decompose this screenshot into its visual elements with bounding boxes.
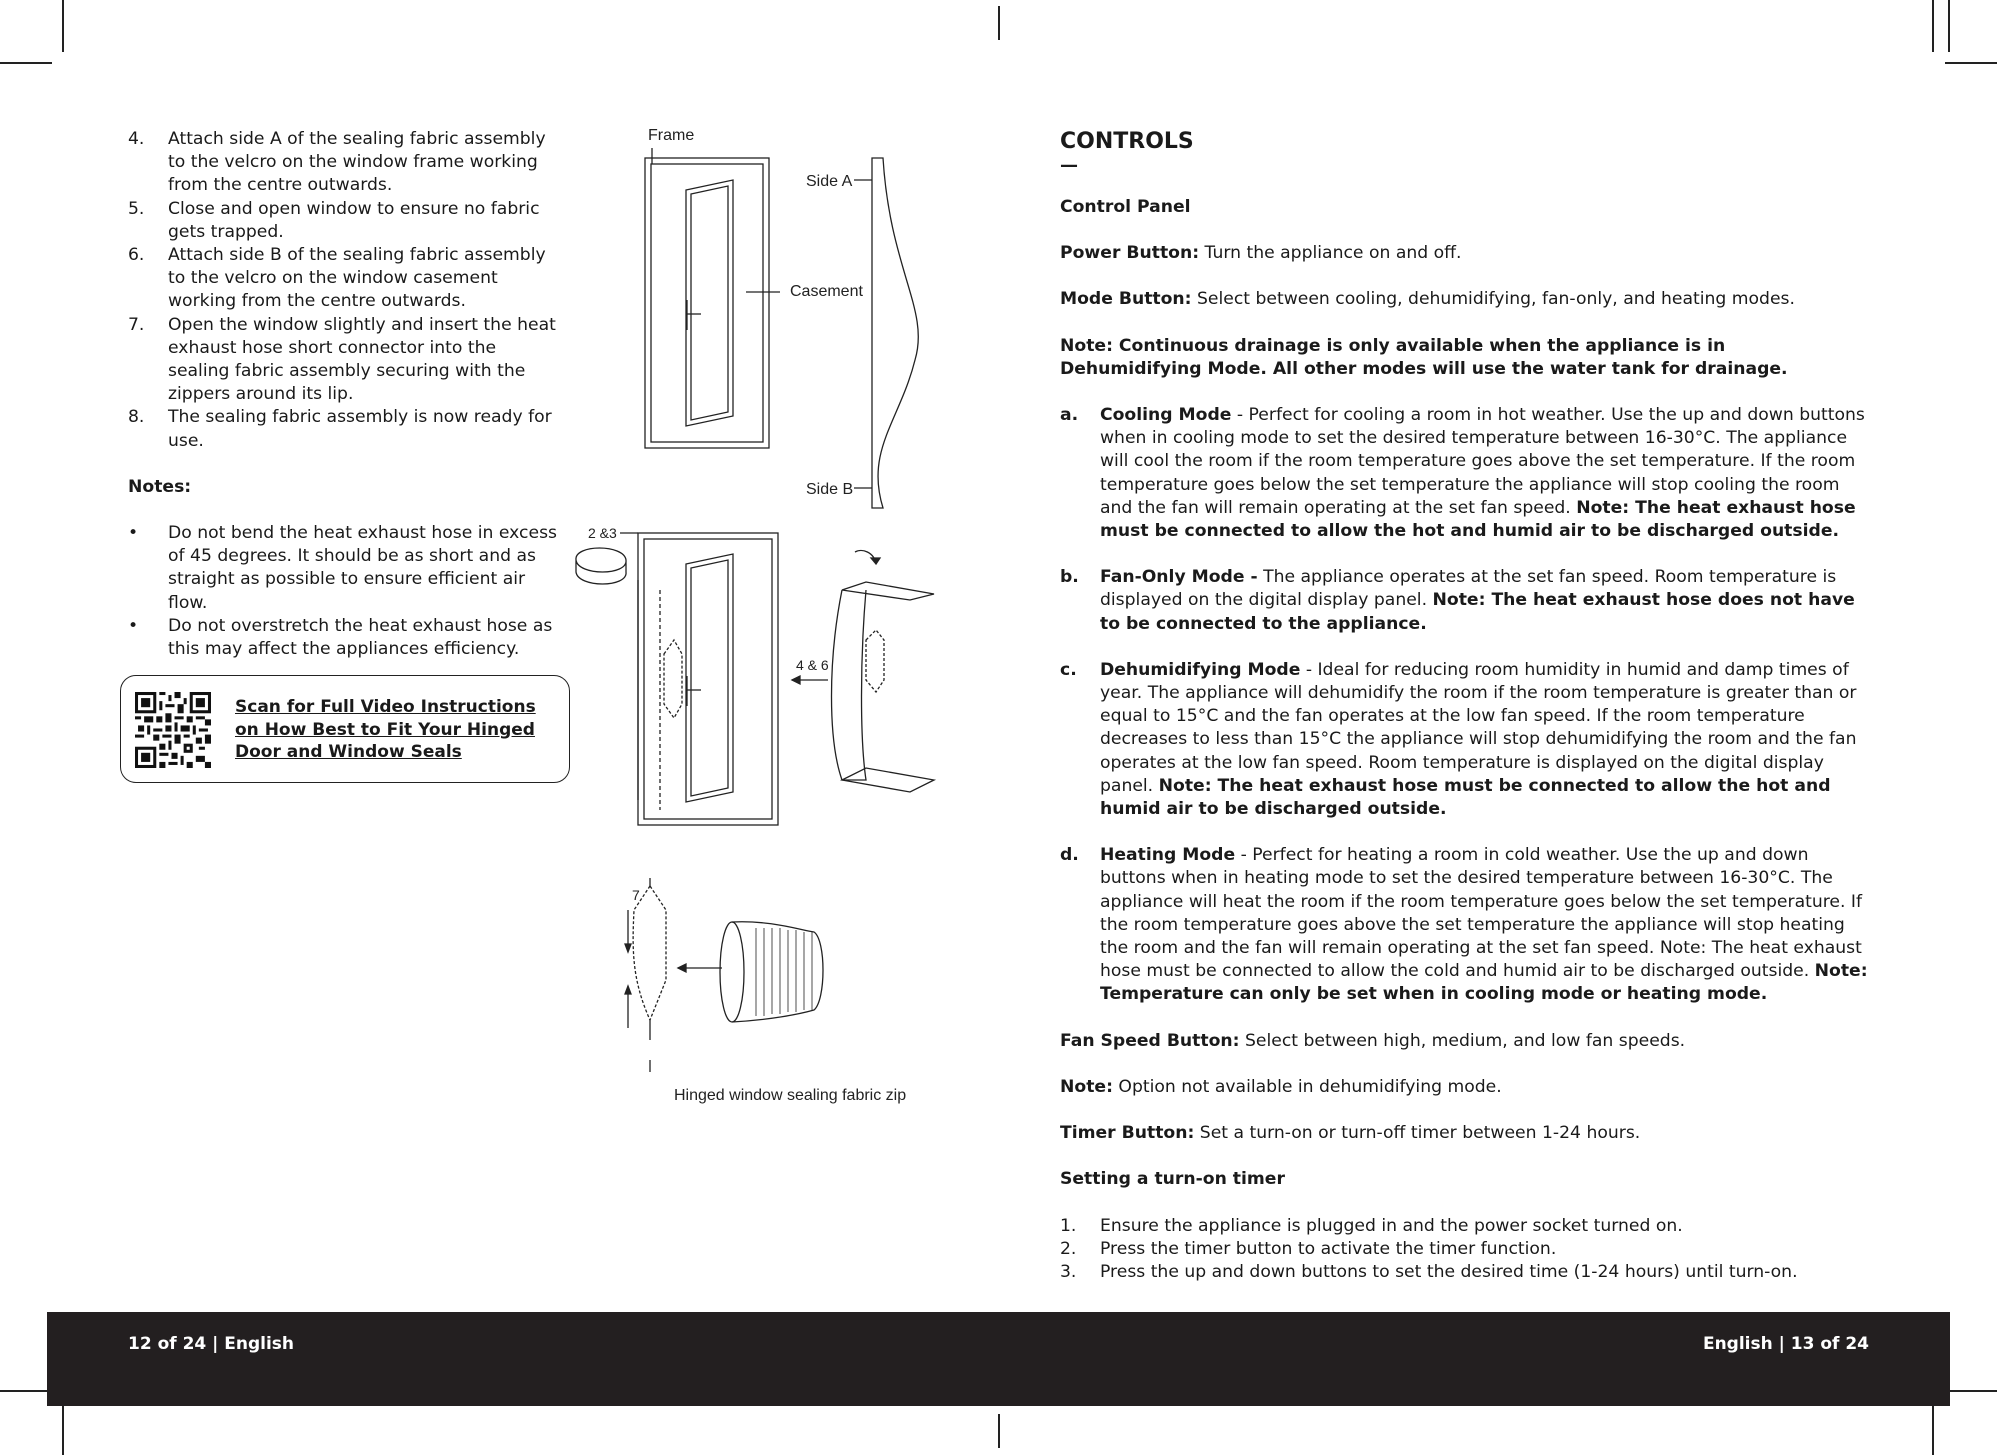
list-item: 7. Open the window slightly and insert the heat exhaust hose short connector into the sealing fabric assembly securing with the zippers around its lip. (128, 314, 556, 405)
list-item: d. Heating Mode - Perfect for heating a room in cold weather. Use the up and down buttons when in heating mode to set the desired temperature between 16-30°C. The appliance will heat the room if the room temperature goes below the set temperature. If the room temperature goes above the set temperature the appliance will stop heating the room and the fan will remain operating at the set fan speed. Note: The heat exhaust hose must be connected to allow the cold and humid air to be discharged outside. Note: Temperature can only be set when in cooling mode or heating mode. (1060, 845, 1868, 1005)
notes-heading: Notes: (128, 476, 192, 497)
crop-mark (998, 1414, 1000, 1448)
crop-mark (1932, 1402, 1934, 1455)
list-item: 5. Close and open window to ensure no fabric gets trapped. (128, 198, 540, 242)
controls-heading: CONTROLS (1060, 129, 1194, 154)
modes-list (1060, 404, 1870, 1007)
fabric-panel (842, 582, 934, 600)
turn-on-timer-title: Setting a turn-on timer (1060, 1169, 1285, 1190)
label-side-a: Side A (806, 173, 853, 190)
window-frame-outline (645, 158, 769, 448)
label-side-b: Side B (806, 481, 854, 498)
list-item: 8. The sealing fabric assembly is now ready for use. (128, 407, 552, 451)
sealing-fabric-side (872, 158, 918, 508)
control-panel-title: Control Panel (1060, 197, 1191, 217)
diagram-caption: Hinged window sealing fabric zip (674, 1087, 907, 1104)
list-item: 4. Attach side A of the sealing fabric assembly to the velcro on the window frame working from the centre outwards. (128, 129, 546, 196)
window-seal-diagram (570, 120, 970, 1110)
label-step-2-3: 2 &3 (588, 525, 617, 541)
page-number-left: 12 of 24 | English (128, 1334, 295, 1354)
qr-callout (120, 675, 570, 783)
list-item: a. Cooling Mode - Perfect for cooling a room in hot weather. Use the up and down buttons when in cooling mode to set the desired temperature between 16-30°C. The appliance will cool the room if the room temperature goes above the set temperature. If the room temperature goes below the set temperature the appliance will stop cooling the room and the fan will remain operating at the set fan speed. Note: The heat exhaust hose must be connected to allow the hot and humid air to be discharged outside. (1060, 405, 1865, 542)
list-item: 3. Press the up and down buttons to set the desired time (1-24 hours) until turn-on. (1060, 1261, 1798, 1282)
label-step-7: 7 (632, 887, 640, 903)
list-item: b. Fan-Only Mode - The appliance operates at the set fan speed. Room temperature is displayed on the digital display panel. Note: The heat exhaust hose does not have to be connected to the appliance. (1060, 567, 1855, 634)
label-frame: Frame (648, 127, 695, 144)
list-item: 2. Press the timer button to activate the timer function. (1060, 1238, 1557, 1259)
fan-speed-button-desc: Fan Speed Button: Select between high, medium, and low fan speeds. (1060, 1030, 1686, 1051)
qr-code-icon[interactable] (135, 692, 211, 768)
casement-outline (686, 180, 733, 426)
hose-connector (633, 886, 666, 1020)
list-item: 1. Ensure the appliance is plugged in and the power socket turned on. (1060, 1215, 1683, 1236)
timer-button-desc: Timer Button: Set a turn-on or turn-off timer between 1-24 hours. (1060, 1123, 1641, 1144)
install-steps-list (128, 128, 558, 453)
power-button-desc: Power Button: Turn the appliance on and off. (1060, 243, 1462, 264)
list-item: • Do not overstretch the heat exhaust hose as this may affect the appliances efficiency. (128, 615, 553, 660)
crop-mark (62, 0, 64, 52)
fan-speed-note: Note: Option not available in dehumidifying mode. (1060, 1076, 1502, 1097)
crop-mark (0, 1390, 52, 1392)
crop-mark (1945, 62, 1997, 64)
notes-list (128, 522, 558, 661)
page-number-right: English | 13 of 24 (1702, 1334, 1869, 1354)
crop-mark (62, 1402, 64, 1455)
crop-mark (0, 62, 52, 64)
footer-bar (47, 1312, 1950, 1406)
right-column (1060, 128, 1870, 1284)
list-item: 6. Attach side B of the sealing fabric assembly to the velcro on the window casement working from the centre outwards. (128, 245, 546, 312)
video-instructions-link[interactable]: Scan for Full Video Instructions on How Best to Fit Your Hinged Door and Window Seals (235, 697, 536, 762)
crop-mark (1948, 0, 1950, 52)
label-casement: Casement (790, 283, 863, 300)
drainage-note: Note: Continuous drainage is only available when the appliance is in Dehumidifying Mode. All other modes will use the water tank for drainage. (1060, 335, 1788, 379)
mode-button-desc: Mode Button: Select between cooling, dehumidifying, fan-only, and heating modes. (1060, 289, 1795, 310)
fabric-roll (576, 548, 626, 584)
crop-mark (1932, 0, 1934, 52)
list-item: c. Dehumidifying Mode - Ideal for reducing room humidity in humid and damp times of year. The appliance will dehumidify the room if the room temperature is greater than or equal to 15°C and the fan operates at the low fan speed. If the room temperature decreases to less than 15°C the appliance will stop dehumidifying the room and the fan operates at the low fan speed. Room temperature is displayed on the digital display panel. Note: The heat exhaust hose must be connected to allow the hot and humid air to be discharged outside. (1060, 659, 1857, 820)
turn-on-steps-list (1060, 1215, 1870, 1285)
crop-mark (1945, 1390, 1997, 1392)
list-item: • Do not bend the heat exhaust hose in excess of 45 degrees. It should be as short and as straight as possible to ensure efficient air flow. (128, 523, 557, 613)
heading-dash: — (1060, 155, 1078, 176)
label-step-4-6: 4 & 6 (796, 657, 829, 673)
crop-mark (998, 6, 1000, 40)
left-column (128, 128, 558, 661)
